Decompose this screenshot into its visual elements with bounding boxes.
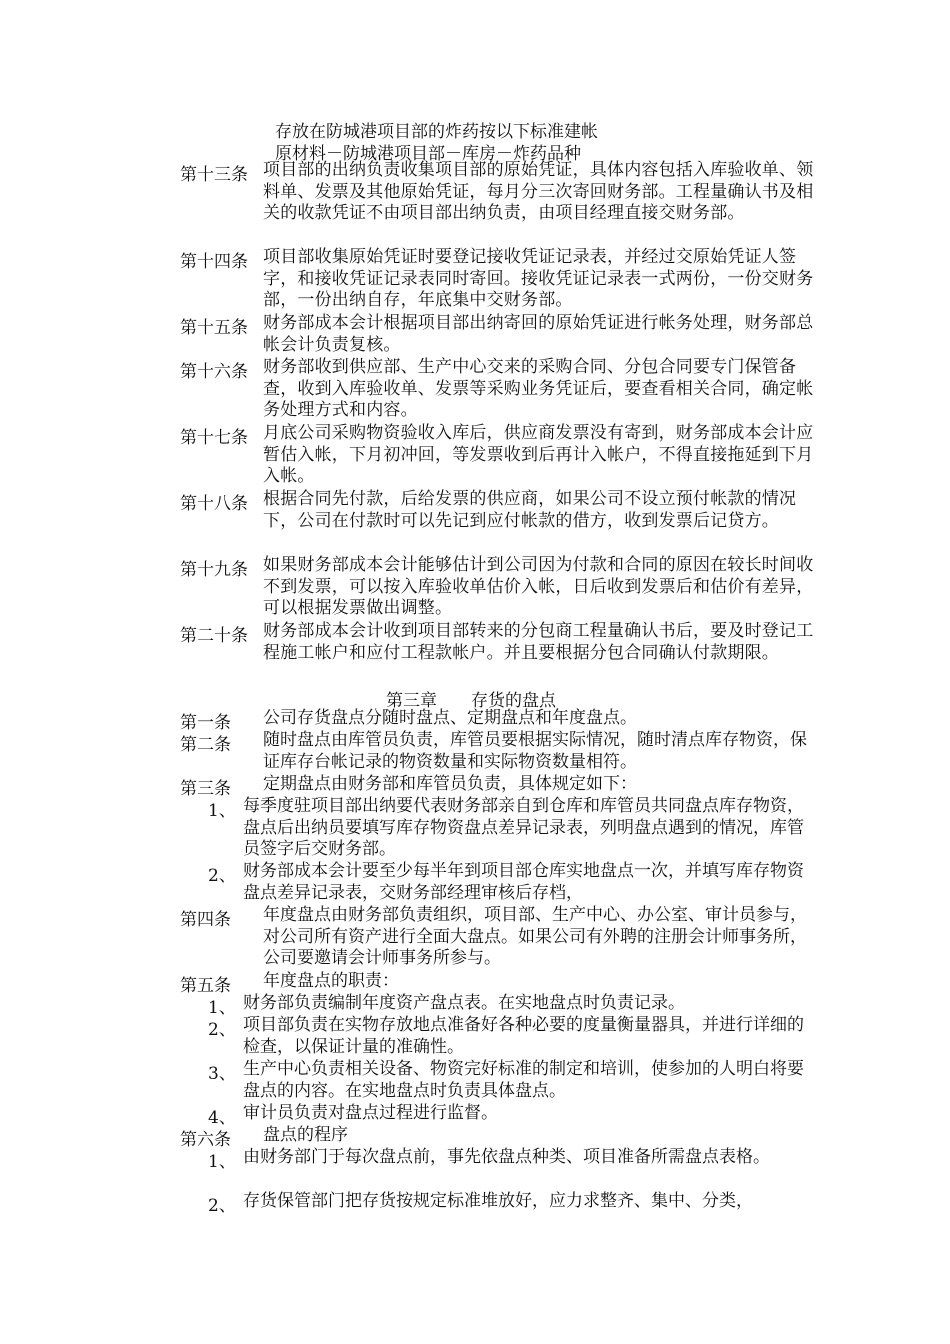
- article-19: [180, 555, 820, 620]
- article-13: [180, 160, 820, 225]
- article-6-item-1: [208, 1147, 820, 1172]
- article-text: 年度盘点的职责：: [263, 971, 399, 991]
- article-5-item-4: [208, 1103, 820, 1128]
- item-number: 3、: [208, 1064, 236, 1084]
- article-3-item-1: [208, 796, 820, 861]
- article-label: 第十七条: [180, 428, 248, 448]
- article-label: 第二十条: [180, 626, 248, 646]
- article-5-item-2: [208, 1015, 820, 1058]
- chapter-name: 存货的盘点: [471, 691, 556, 711]
- item-text: 生产中心负责相关设备、物资完好标准的制定和培训，使参加的人明白将要盘点的内容。在实地盘点时负责具体盘点。: [243, 1059, 804, 1101]
- item-text: 审计员负责对盘点过程进行监督。: [243, 1103, 498, 1123]
- item-text: 财务部成本会计要至少每半年到项目部仓库实地盘点一次，并填写库存物资盘点差异记录表，交财务部经理审核后存档，: [243, 861, 804, 903]
- article-text: 财务部成本会计根据项目部出纳寄回的原始凭证进行帐务处理，财务部总帐会计负责复核。: [263, 313, 814, 355]
- article-label: 第二条: [180, 735, 231, 755]
- article-16: [180, 357, 820, 422]
- article-text: 随时盘点由库管员负责，库管员要根据实际情况，随时清点库存物资，保证库存台帐记录的物资数量和实际物资数量相符。: [263, 730, 807, 772]
- article-text: 如果财务部成本会计能够估计到公司因为付款和合同的原因在较长时间收不到发票，可以按入库验收单估价入帐，日后收到发票后和估价有差异，可以根据发票做出调整。: [263, 555, 814, 619]
- article-label: 第十五条: [180, 318, 248, 338]
- item-number: 1、: [208, 801, 236, 821]
- article-6-item-2: [208, 1191, 820, 1216]
- chapter-article-1: [180, 708, 820, 733]
- item-number: 2、: [208, 866, 236, 886]
- article-text: 盘点的程序: [263, 1125, 348, 1145]
- chapter-article-3: [180, 774, 820, 799]
- intro-line-1: 存放在防城港项目部的炸药按以下标准建帐: [275, 122, 598, 142]
- article-text: 年度盘点由财务部负责组织，项目部、生产中心、办公室、审计员参与，对公司所有资产进行全面大盘点。如果公司有外聘的注册会计师事务所，公司要邀请会计师事务所参与。: [263, 905, 807, 969]
- article-5-item-3: [208, 1059, 820, 1102]
- chapter-article-4: [180, 905, 820, 970]
- chapter-article-5: [180, 971, 820, 996]
- chapter-article-2: [180, 730, 820, 773]
- item-text: 项目部负责在实物存放地点准备好各种必要的度量衡量器具，并进行详细的检查，以保证计量的准确性。: [243, 1015, 804, 1057]
- article-label: 第十六条: [180, 362, 248, 382]
- intro-line-2: 原材料－防城港项目部－库房－炸药品种: [275, 144, 581, 164]
- article-label: 第三条: [180, 779, 231, 799]
- article-label: 第六条: [180, 1130, 231, 1150]
- article-text: 公司存货盘点分随时盘点、定期盘点和年度盘点。: [263, 708, 637, 728]
- article-14: [180, 247, 820, 312]
- article-3-item-2: [208, 861, 820, 904]
- article-label: 第十九条: [180, 560, 248, 580]
- article-text: 项目部的出纳负责收集项目部的原始凭证，具体内容包括入库验收单、领料单、发票及其他原始凭证，每月分三次寄回财务部。工程量确认书及相关的收款凭证不由项目部出纳负责，由项目经理直接交财务部。: [263, 160, 814, 224]
- item-text: 由财务部门于每次盘点前，事先依盘点种类、项目准备所需盘点表格。: [243, 1147, 770, 1167]
- article-15: [180, 313, 820, 356]
- article-text: 定期盘点由财务部和库管员负责，具体规定如下：: [263, 774, 637, 794]
- article-label: 第十三条: [180, 165, 248, 185]
- chapter-article-6: [180, 1125, 820, 1150]
- article-text: 月底公司采购物资验收入库后，供应商发票没有寄到，财务部成本会计应暂估入帐，下月初冲回，等发票收到后再计入帐户，不得直接拖延到下月入帐。: [263, 423, 814, 487]
- item-number: 2、: [208, 1196, 236, 1216]
- item-text: 存货保管部门把存货按规定标准堆放好，应力求整齐、集中、分类，: [243, 1191, 753, 1211]
- article-18: [180, 489, 820, 532]
- article-text: 财务部成本会计收到项目部转来的分包商工程量确认书后，要及时登记工程施工帐户和应付工程款帐户。并且要根据分包合同确认付款期限。: [263, 621, 814, 663]
- chapter-number: 第三章: [386, 691, 437, 711]
- article-label: 第十四条: [180, 252, 248, 272]
- item-text: 财务部负责编制年度资产盘点表。在实地盘点时负责记录。: [243, 993, 685, 1013]
- article-20: [180, 621, 820, 664]
- item-number: 4、: [208, 1108, 236, 1128]
- article-5-item-1: [208, 993, 820, 1018]
- item-text: 每季度驻项目部出纳要代表财务部亲自到仓库和库管员共同盘点库存物资，盘点后出纳员要填写库存物资盘点差异记录表，列明盘点遇到的情况，库管员签字后交财务部。: [243, 796, 804, 860]
- article-text: 项目部收集原始凭证时要登记接收凭证记录表，并经过交原始凭证人签字，和接收凭证记录表同时寄回。接收凭证记录表一式两份，一份交财务部，一份出纳自存，年底集中交财务部。: [263, 247, 814, 311]
- item-number: 2、: [208, 1020, 236, 1040]
- article-label: 第十八条: [180, 494, 248, 514]
- item-number: 1、: [208, 998, 236, 1018]
- article-label: 第五条: [180, 976, 231, 996]
- article-17: [180, 423, 820, 488]
- article-text: 财务部收到供应部、生产中心交来的采购合同、分包合同要专门保管备查，收到入库验收单、发票等采购业务凭证后，要查看相关合同，确定帐务处理方式和内容。: [263, 357, 814, 421]
- article-text: 根据合同先付款，后给发票的供应商，如果公司不设立预付帐款的情况下，公司在付款时可以先记到应付帐款的借方，收到发票后记贷方。: [263, 489, 797, 531]
- article-label: 第四条: [180, 910, 231, 930]
- item-number: 1、: [208, 1152, 236, 1172]
- article-label: 第一条: [180, 713, 231, 733]
